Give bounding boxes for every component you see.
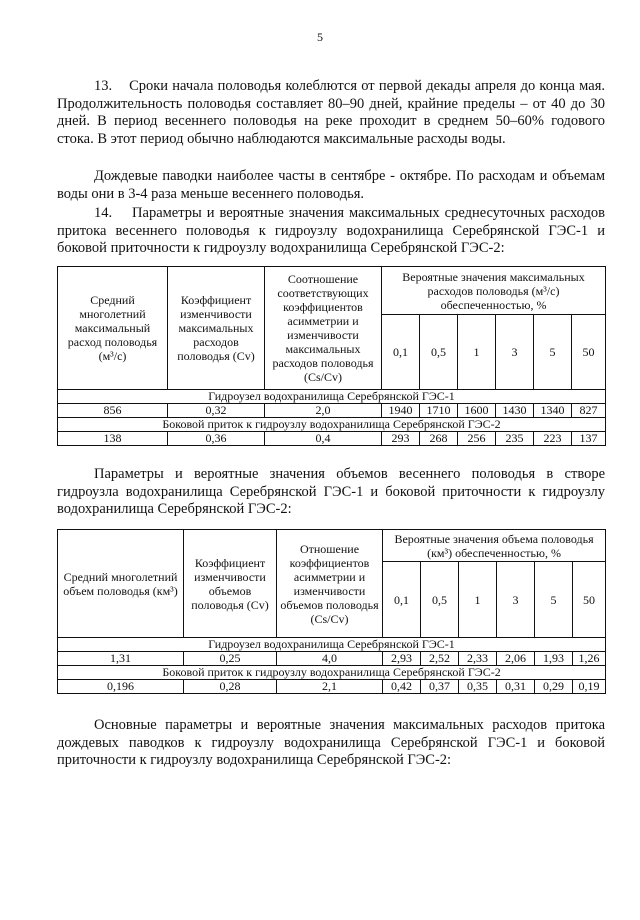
cell-value: 0,29 — [535, 680, 573, 694]
cell-ratio: 2,1 — [277, 680, 383, 694]
cell-cv: 0,36 — [168, 432, 265, 446]
header-prob-level: 50 — [573, 562, 606, 638]
header-prob-level: 0,1 — [383, 562, 421, 638]
cell-ratio: 2,0 — [265, 404, 382, 418]
cell-mean: 0,196 — [58, 680, 184, 694]
cell-value: 1,26 — [573, 652, 606, 666]
header-prob-level: 0,5 — [420, 315, 458, 390]
table-row — [58, 432, 606, 446]
cell-ratio: 4,0 — [277, 652, 383, 666]
cell-value: 2,52 — [421, 652, 459, 666]
cell-value: 137 — [572, 432, 606, 446]
cell-value: 0,31 — [497, 680, 535, 694]
cell-mean: 138 — [58, 432, 168, 446]
cell-cv: 0,32 — [168, 404, 265, 418]
cell-value: 2,33 — [459, 652, 497, 666]
header-prob-level: 0,1 — [382, 315, 420, 390]
section-title: Гидроузел водохранилища Серебрянской ГЭС-1 — [58, 638, 606, 652]
cell-value: 293 — [382, 432, 420, 446]
header-prob-level: 1 — [458, 315, 496, 390]
header-ratio: Соотношение соответствующих коэффициентов асимметрии и изменчивости максимальных расходов половодья (Cs/Cv) — [265, 267, 382, 390]
paragraph-volumes: Параметры и вероятные значения объемов весеннего половодья в створе гидроузла водохранилища Серебрянской ГЭС-1 и боковой приточности к гидроузлу водохранилища Серебрянской ГЭС-2: — [57, 466, 605, 517]
section-title: Боковой приток к гидроузлу водохранилища Серебрянской ГЭС-2 — [58, 666, 606, 680]
table-row — [58, 404, 606, 418]
table-row — [58, 680, 606, 694]
header-prob-level: 3 — [496, 315, 534, 390]
cell-value: 2,93 — [383, 652, 421, 666]
cell-value: 2,06 — [497, 652, 535, 666]
cell-value: 0,42 — [383, 680, 421, 694]
header-ratio: Отношение коэффициентов асимметрии и изменчивости объемов половодья (Cs/Cv) — [277, 530, 383, 638]
header-prob-level: 3 — [497, 562, 535, 638]
table-row — [58, 652, 606, 666]
header-cv: Коэффициент изменчивости максимальных расходов половодья (Cv) — [168, 267, 265, 390]
cell-value: 1940 — [382, 404, 420, 418]
header-probable-values: Вероятные значения объема половодья (км³) обеспеченностью, % — [383, 530, 606, 562]
cell-value: 0,37 — [421, 680, 459, 694]
cell-value: 1710 — [420, 404, 458, 418]
cell-value: 827 — [572, 404, 606, 418]
header-prob-level: 5 — [534, 315, 572, 390]
section-title: Гидроузел водохранилища Серебрянской ГЭС-1 — [58, 390, 606, 404]
cell-cv: 0,28 — [184, 680, 277, 694]
cell-value: 235 — [496, 432, 534, 446]
cell-value: 223 — [534, 432, 572, 446]
header-prob-level: 0,5 — [421, 562, 459, 638]
section-title: Боковой приток к гидроузлу водохранилища Серебрянской ГЭС-2 — [58, 418, 606, 432]
paragraph-14: 14. Параметры и вероятные значения максимальных среднесуточных расходов притока весеннего половодья к гидроузлу водохранилища Серебрянской ГЭС-1 и боковой приточности к гидроузлу водохранилища Серебрянской ГЭС-2: — [57, 205, 605, 256]
cell-value: 0,19 — [573, 680, 606, 694]
cell-value: 0,35 — [459, 680, 497, 694]
header-prob-level: 5 — [535, 562, 573, 638]
cell-value: 1340 — [534, 404, 572, 418]
page-number: 5 — [317, 30, 323, 44]
paragraph-13: 13. Сроки начала половодья колеблются от первой декады апреля до конца мая. Продолжительность половодья составляет 80–90 дней, крайние пределы – от 40 до 30 дней. В период весеннего половодья на реке проходит в среднем 50–60% годового стока. В этот период обычно наблюдаются максимальные расходы воды. — [57, 78, 605, 147]
header-probable-values: Вероятные значения максимальных расходов половодья (м³/с) обеспеченностью, % — [382, 267, 606, 315]
header-cv: Коэффициент изменчивости объемов половодья (Cv) — [184, 530, 277, 638]
cell-cv: 0,25 — [184, 652, 277, 666]
cell-mean: 1,31 — [58, 652, 184, 666]
cell-value: 1430 — [496, 404, 534, 418]
cell-value: 268 — [420, 432, 458, 446]
paragraph-rain-flood-discharges: Основные параметры и вероятные значения максимальных расходов притока дождевых паводков к гидроузлу водохранилища Серебрянской ГЭС-1 и боковой приточности к гидроузлу водохранилища Серебрянской ГЭС-2: — [57, 717, 605, 768]
cell-value: 1600 — [458, 404, 496, 418]
cell-value: 1,93 — [535, 652, 573, 666]
table-max-discharges — [57, 266, 606, 446]
header-prob-level: 1 — [459, 562, 497, 638]
header-prob-level: 50 — [572, 315, 606, 390]
paragraph-rain-floods: Дождевые паводки наиболее часты в сентябре - октябре. По расходам и объемам воды они в 3-4 раза меньше весеннего половодья. — [57, 168, 605, 202]
cell-value: 256 — [458, 432, 496, 446]
header-mean: Средний многолетний максимальный расход половодья (м³/с) — [58, 267, 168, 390]
cell-ratio: 0,4 — [265, 432, 382, 446]
cell-mean: 856 — [58, 404, 168, 418]
header-mean: Средний многолетний объем половодья (км³) — [58, 530, 184, 638]
table-flood-volumes — [57, 529, 606, 694]
